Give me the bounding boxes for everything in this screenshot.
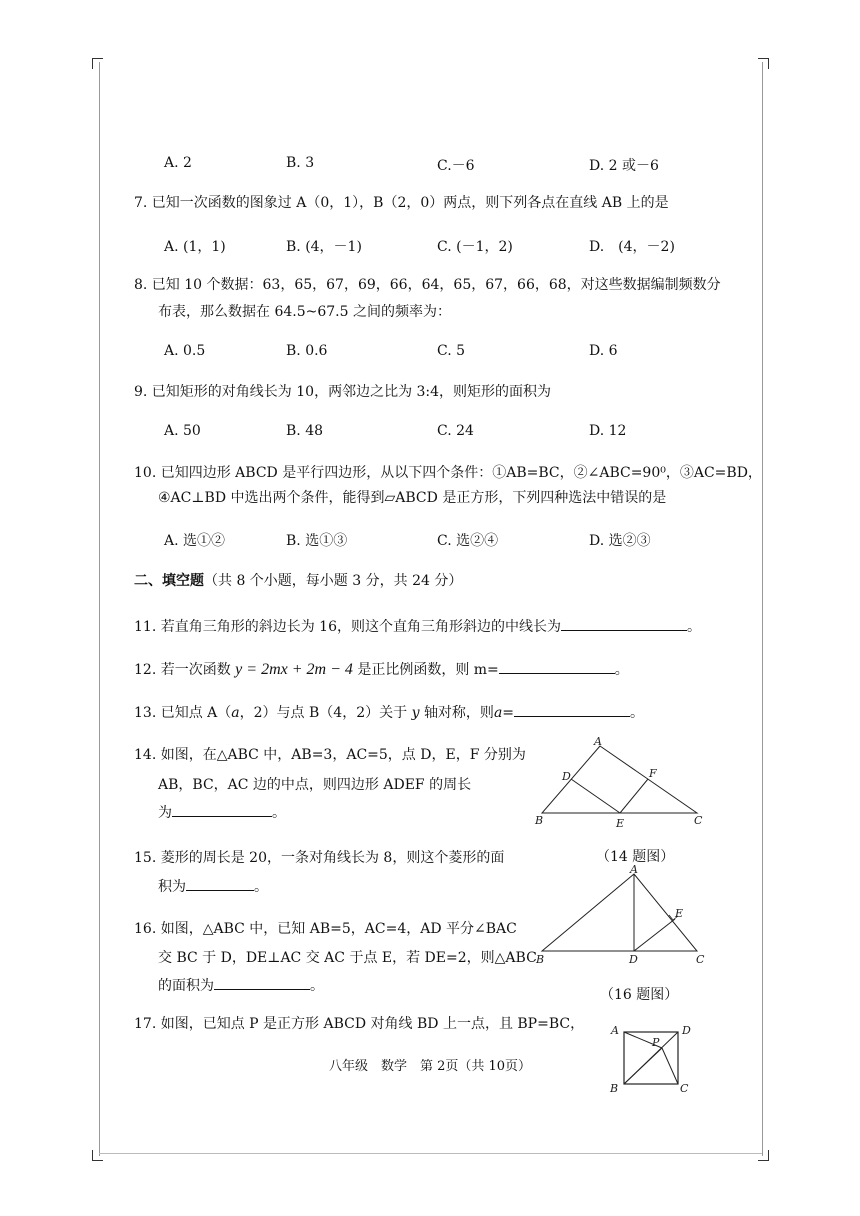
figure-14-triangle — [532, 736, 710, 828]
q13-end: 。 — [630, 705, 645, 721]
fig17-label-d: D — [682, 1024, 691, 1037]
q11-text: 11. 若直角三角形的斜边长为 16，则这个直角三角形斜边的中线长为 — [134, 619, 561, 635]
page-border-right — [762, 62, 763, 1156]
q16-line3-text: 的面积为 — [158, 978, 214, 994]
q16-answer-blank[interactable] — [214, 975, 310, 990]
q6-option-b: B. 3 — [286, 155, 315, 171]
q13-var-a2: a — [493, 705, 503, 721]
q8-line2: 布表，那么数据在 64.5~67.5 之间的频率为： — [158, 304, 451, 320]
q8-line1: 8. 已知 10 个数据：63，65，67，69，66，64，65，67，66，68，对这些数据编制频数分 — [134, 277, 721, 293]
q10-option-d: D. 选②③ — [589, 533, 651, 549]
q11-answer-blank[interactable] — [561, 616, 687, 631]
q8-option-c: C. 5 — [437, 343, 466, 359]
q13-var-a: a — [231, 705, 240, 721]
fig16-label-c: C — [696, 953, 705, 966]
page-border-left — [99, 62, 100, 1156]
q8-options — [164, 343, 724, 363]
q17-line1: 17. 如图，已知点 P 是正方形 ABCD 对角线 BD 上一点，且 BP=BC， — [134, 1016, 585, 1032]
fig14-caption: （14 题图） — [596, 849, 675, 865]
q9-text: 9. 已知矩形的对角线长为 10，两邻边之比为 3:4，则矩形的面积为 — [134, 384, 552, 400]
q15-answer-blank[interactable] — [186, 876, 254, 891]
q13-pre: 13. 已知点 A（ — [134, 705, 232, 721]
fig16-label-a: A — [630, 864, 638, 876]
q8-option-b: B. 0.6 — [286, 343, 328, 359]
fig17-label-b: B — [610, 1082, 619, 1095]
fig14-label-d: D — [562, 770, 571, 783]
fig16-label-e: E — [675, 907, 684, 920]
q6-options — [164, 155, 724, 175]
q14-line1: 14. 如图，在△ABC 中，AB=3，AC=5，点 D，E，F 分别为 — [134, 747, 526, 763]
q13-var-y: y — [411, 705, 420, 721]
q14-line3 — [158, 802, 286, 823]
q6-option-d: D. 2 或－6 — [589, 158, 659, 174]
q15-line2 — [158, 876, 268, 897]
fig14-label-f: F — [649, 767, 657, 780]
q10-line2: ④AC⊥BD 中选出两个条件，能得到▱ABCD 是正方形，下列四种选法中错误的是 — [158, 490, 667, 506]
q7-option-d: D. (4，－2) — [589, 239, 675, 255]
q7-option-a: A. (1，1) — [164, 239, 226, 255]
q7-options — [164, 236, 724, 256]
q9-option-d: D. 12 — [589, 423, 627, 439]
q12-answer-blank[interactable] — [499, 659, 615, 674]
q15-line2-text: 积为 — [158, 879, 186, 895]
q12 — [134, 659, 629, 680]
crop-mark-top-left — [92, 58, 103, 69]
q8-option-a: A. 0.5 — [164, 343, 206, 359]
q15-end: 。 — [254, 879, 268, 895]
q14-end: 。 — [272, 805, 286, 821]
q13-mid2: 轴对称，则 — [423, 705, 494, 721]
q12-end: 。 — [614, 662, 629, 678]
q10-option-c: C. 选②④ — [437, 533, 499, 549]
q16-end: 。 — [310, 978, 324, 994]
fig14-label-b: B — [535, 814, 544, 827]
fig17-label-a: A — [611, 1024, 619, 1037]
q14-line3-text: 为 — [158, 805, 172, 821]
q10-options — [164, 530, 724, 550]
q11-end: 。 — [686, 619, 701, 635]
fig17-label-p: P — [652, 1036, 660, 1049]
q16-line2: 交 BC 于 D，DE⊥AC 交 AC 于点 E，若 DE=2，则△ABC — [158, 950, 537, 966]
q7-option-c: C. (－1，2) — [437, 239, 513, 255]
q9-options — [164, 423, 724, 443]
fig17-label-c: C — [680, 1082, 689, 1095]
q9-option-c: C. 24 — [437, 423, 474, 439]
section-heading — [134, 571, 462, 591]
q15-line1: 15. 菱形的周长是 20，一条对角线长为 8，则这个菱形的面 — [134, 850, 505, 866]
q14-line2: AB，BC，AC 边的中点，则四边形 ADEF 的周长 — [158, 777, 472, 793]
q13-mid: ，2）与点 B（4，2）关于 — [239, 705, 408, 721]
crop-mark-bottom-right — [758, 1150, 769, 1161]
q11 — [134, 616, 701, 637]
q6-option-a: A. 2 — [164, 155, 192, 171]
q10-option-a: A. 选①② — [164, 533, 226, 549]
q13-eq: = — [502, 705, 515, 721]
q12-pre: 12. 若一次函数 — [134, 662, 231, 678]
q7-text: 7. 已知一次函数的图象过 A（0，1），B（2，0）两点，则下列各点在直线 AB 上的是 — [134, 195, 669, 211]
q16-line1: 16. 如图，△ABC 中，已知 AB=5，AC=4，AD 平分∠BAC — [134, 921, 517, 937]
fig14-label-a: A — [594, 736, 602, 748]
q10-option-b: B. 选①③ — [286, 533, 348, 549]
q13 — [134, 702, 644, 723]
fig14-label-c: C — [694, 814, 703, 827]
q12-post: 是正比例函数，则 m= — [357, 662, 499, 678]
figure-16-triangle — [532, 864, 710, 970]
fig16-label-d: D — [629, 953, 638, 966]
fig14-label-e: E — [616, 817, 625, 828]
q7-option-b: B. (4，－1) — [286, 239, 362, 255]
fig16-label-b: B — [536, 953, 545, 966]
q6-option-c: C.－6 — [437, 158, 475, 174]
page-border-bottom — [99, 1153, 762, 1154]
fig16-caption: （16 题图） — [600, 987, 679, 1003]
q14-answer-blank[interactable] — [172, 802, 272, 817]
crop-mark-bottom-left — [92, 1150, 103, 1161]
q12-formula: y = 2mx + 2m − 4 — [235, 661, 353, 678]
section-title: 二、填空题 — [134, 573, 204, 589]
q9-option-b: B. 48 — [286, 423, 324, 439]
crop-mark-top-right — [758, 58, 769, 69]
q16-line3 — [158, 975, 324, 996]
q13-answer-blank[interactable] — [514, 702, 630, 717]
q9-option-a: A. 50 — [164, 423, 201, 439]
page-footer: 八年级 数学 第 2页（共 10页） — [328, 1059, 532, 1074]
section-desc: （共 8 个小题，每小题 3 分，共 24 分） — [204, 573, 463, 589]
q8-option-d: D. 6 — [589, 343, 618, 359]
q10-line1: 10. 已知四边形 ABCD 是平行四边形，从以下四个条件：①AB=BC，②∠ABC=90⁰，③AC=BD， — [134, 465, 762, 481]
